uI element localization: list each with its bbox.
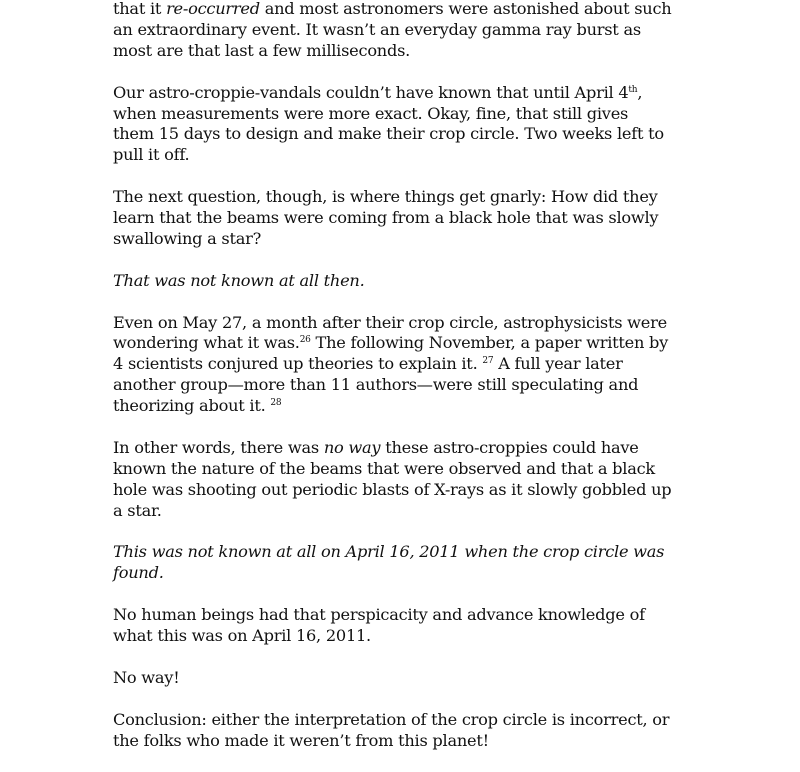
italic-emphasis: re-occurred [166, 0, 260, 18]
paragraph-april-4th [113, 83, 673, 167]
text-run: these astro-croppies could have known the nature of the beams that were observed and that a black hole was shooting out periodic blasts of X-rays as it slowly gobbled up a star. [113, 437, 672, 520]
text-run: A full year later another group—more than 11 authors—were still speculating and theorizing about it. [113, 354, 639, 416]
paragraph-no-way [113, 438, 673, 522]
text-run: , when measurements were more exact. Okay, fine, that still gives them 15 days to design and make their crop circle. Two weeks left to pull it off. [113, 82, 664, 165]
text-run: The following November, a paper written by 4 scientists conjured up theories to explain it. [113, 333, 669, 374]
footnote-ref-27: 27 [482, 356, 494, 367]
document-page [113, 0, 673, 772]
italic-statement: That was not known at all then. [113, 270, 365, 290]
ordinal-superscript: th [628, 84, 638, 95]
text-run: Conclusion: either the interpretation of the crop circle is incorrect, or the folks who made it weren’t from this planet! [113, 709, 670, 750]
footnote-ref-28: 28 [270, 398, 282, 409]
footnote-ref-26: 26 [299, 335, 311, 346]
text-run: In other words, there was [113, 437, 324, 457]
text-run: No way! [113, 667, 180, 687]
paragraph-not-known-april-16 [113, 542, 673, 584]
paragraph-re-occurred [113, 0, 673, 62]
paragraph-no-way-exclamation [113, 668, 673, 689]
text-run: that it [113, 0, 167, 18]
paragraph-conclusion [113, 710, 673, 752]
text-run: No human beings had that perspicacity and advance knowledge of what this was on April 16, 2011. [113, 605, 645, 646]
italic-emphasis: no way [323, 437, 381, 457]
paragraph-not-known-then [113, 271, 673, 292]
text-run: Our astro-croppie-vandals couldn’t have known that until April 4 [113, 82, 629, 102]
text-run: The next question, though, is where things get gnarly: How did they learn that the beams were coming from a black hole that was slowly swallowing a star? [113, 187, 659, 248]
text-run: and most astronomers were astonished about such an extraordinary event. It wasn’t an everyday gamma ray burst as most are that last a few milliseconds. [113, 0, 672, 60]
paragraph-may-27 [113, 313, 673, 418]
paragraph-next-question [113, 187, 673, 250]
italic-statement: This was not known at all on April 16, 2011 when the crop circle was found. [113, 542, 665, 583]
paragraph-no-human-beings [113, 605, 673, 647]
text-run: Even on May 27, a month after their crop circle, astrophysicists were wondering what it was. [113, 312, 667, 353]
